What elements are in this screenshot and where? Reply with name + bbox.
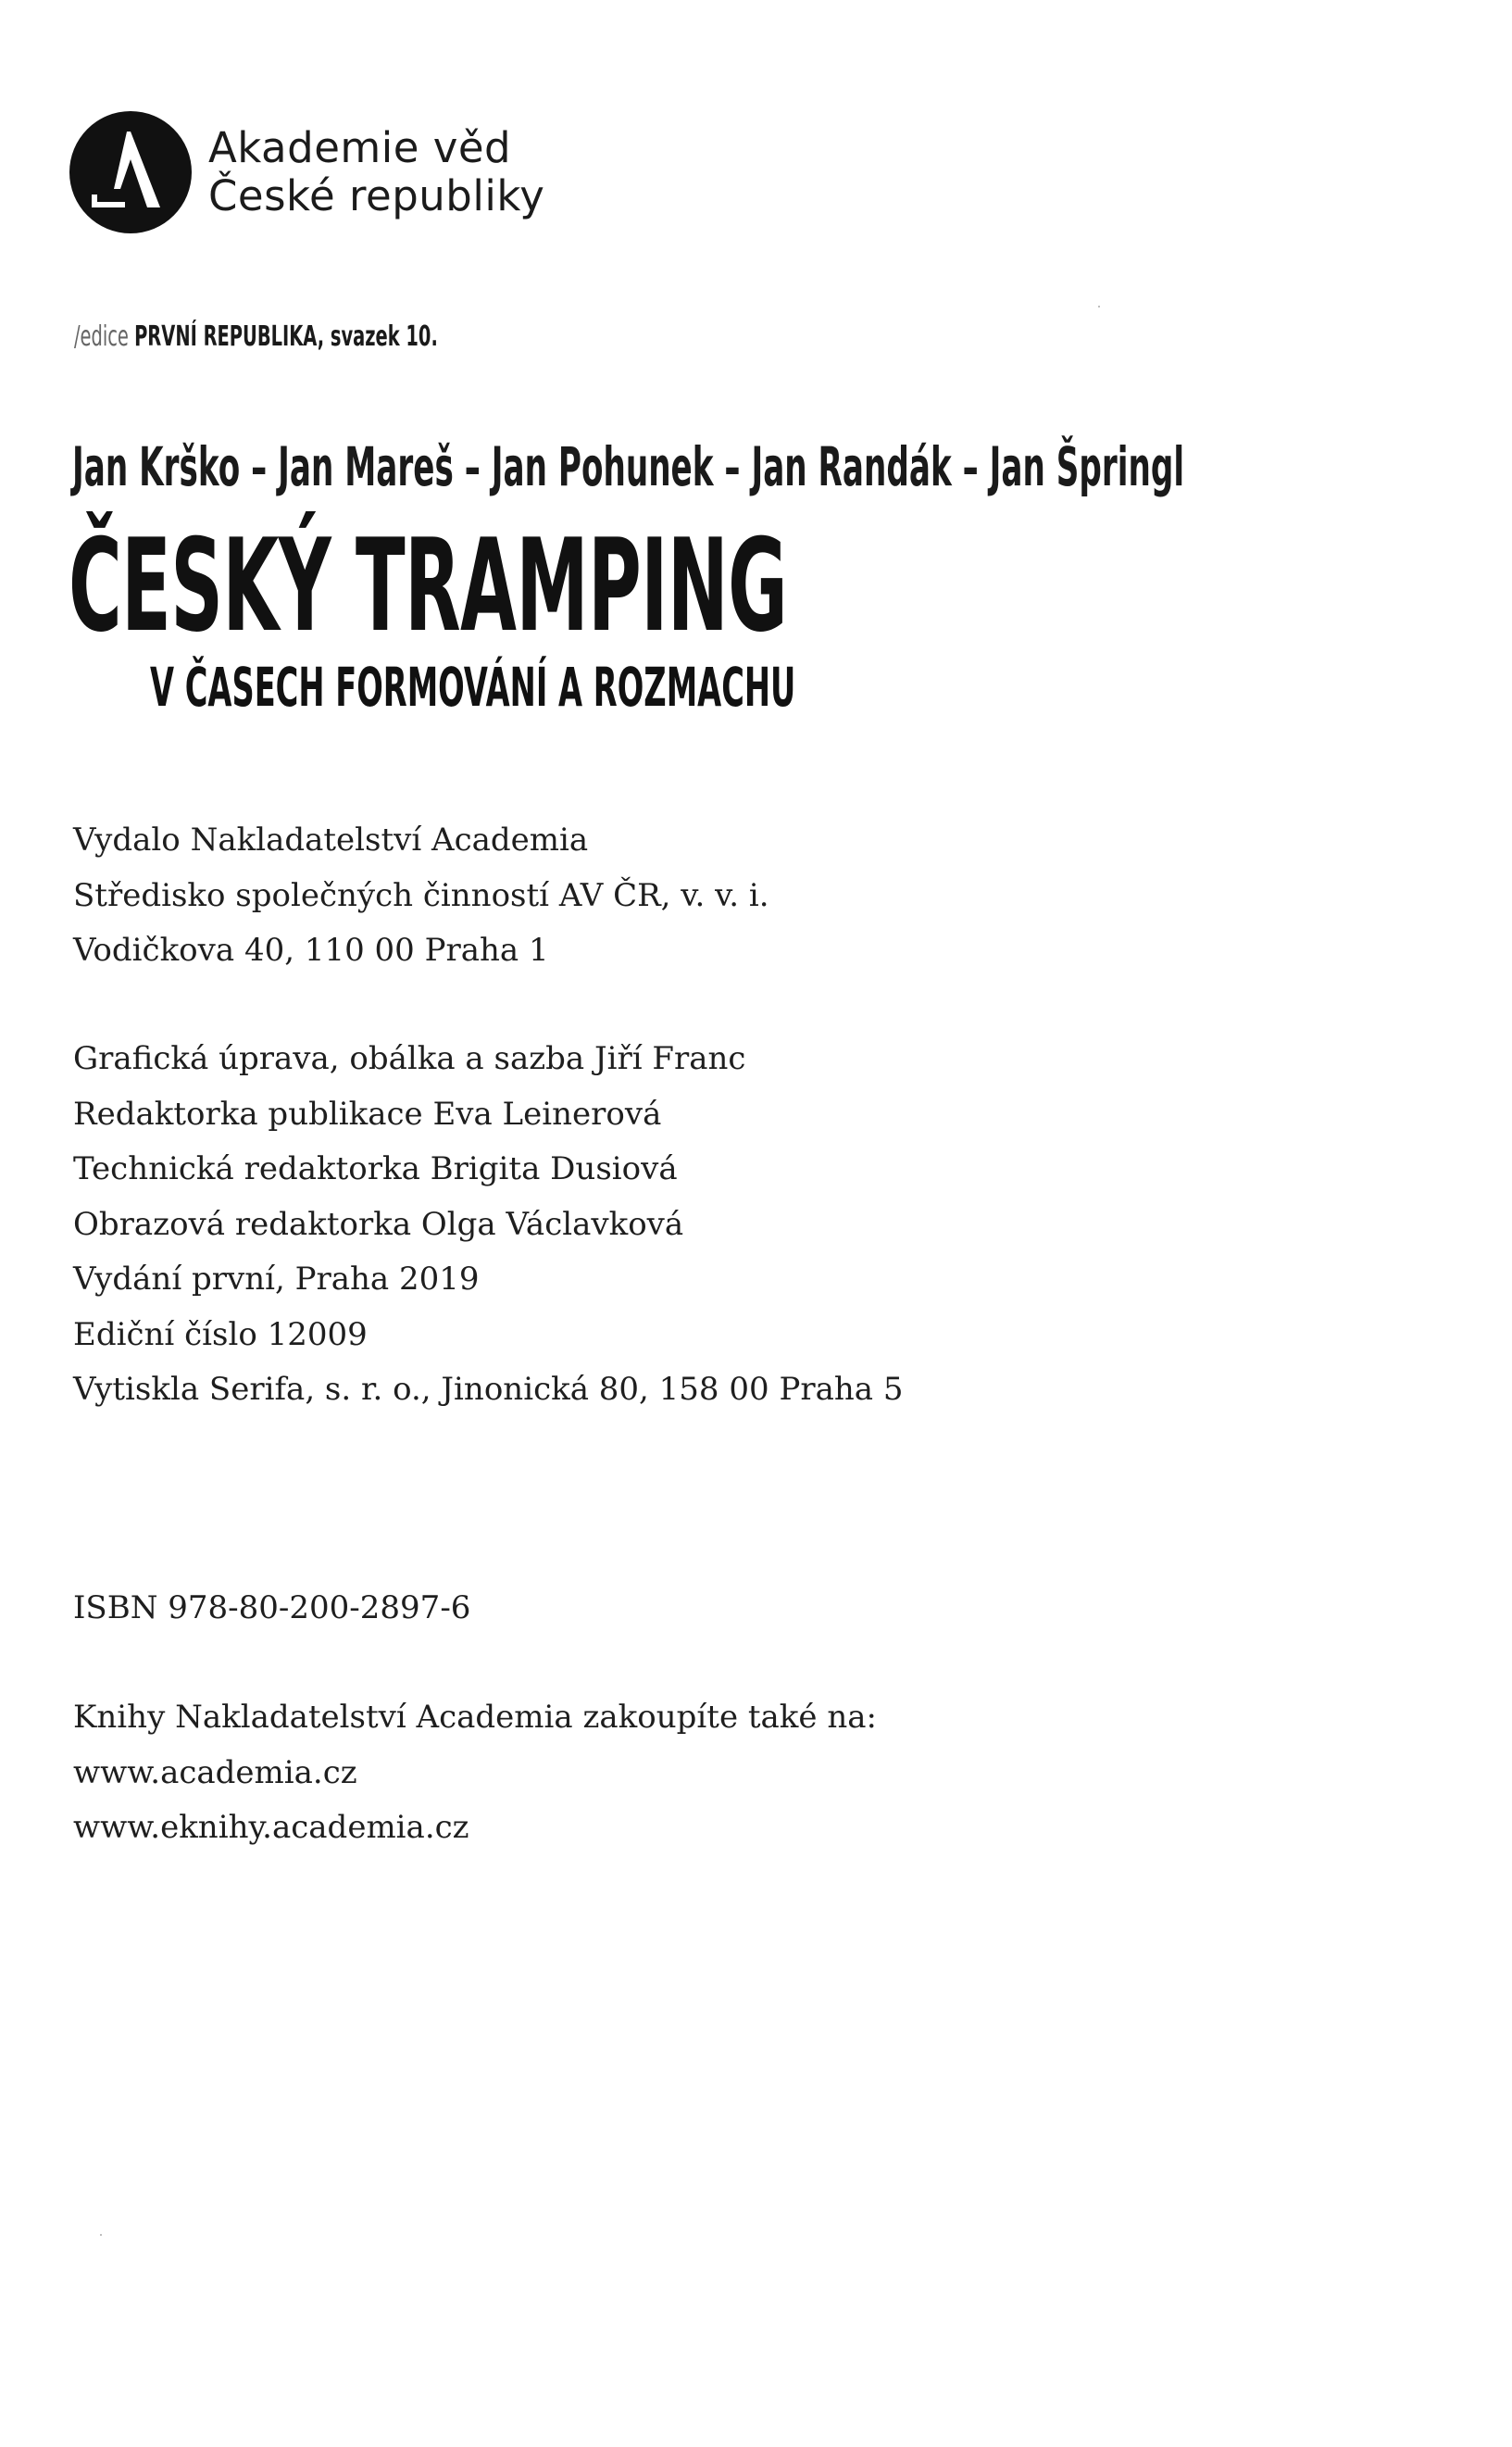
publisher-line: Vydalo Nakladatelství Academia (73, 822, 589, 859)
edition-series: PRVNÍ REPUBLIKA (134, 320, 318, 353)
web-block (73, 1690, 877, 1856)
paper-speck (100, 2234, 102, 2236)
publisher-block (73, 813, 769, 979)
credits-block (73, 1032, 903, 1418)
web-link: www.eknihy.academia.cz (73, 1809, 469, 1846)
credits-line: Ediční číslo 12009 (73, 1315, 368, 1353)
web-intro: Knihy Nakladatelství Academia zakoupíte také na: (73, 1699, 877, 1736)
book-title: ČESKÝ TRAMPING (69, 511, 788, 660)
credits-line: Technická redaktorka Brigita Dusiová (73, 1150, 678, 1187)
academy-logo (69, 111, 544, 233)
credits-line: Grafická úprava, obálka a sazba Jiří Franc (73, 1040, 746, 1077)
academy-name (208, 124, 544, 220)
authors-line: Jan Krško – Jan Mareš – Jan Pohunek – Jan Randák – Jan Špringl (72, 435, 1185, 498)
academy-a-logo-icon (69, 111, 192, 233)
paper-speck (1098, 306, 1100, 307)
edition-prefix: /edice (74, 320, 129, 353)
book-subtitle: V ČASECH FORMOVÁNÍ A ROZMACHU (150, 656, 796, 719)
academy-name-line2: České republiky (208, 171, 545, 220)
credits-line: Vydání první, Praha 2019 (73, 1261, 480, 1298)
publisher-line: Vodičkova 40, 110 00 Praha 1 (73, 932, 549, 969)
publisher-line: Středisko společných činností AV ČR, v. v. i. (73, 876, 769, 914)
edition-volume: , svazek 10. (317, 320, 438, 353)
isbn-line: ISBN 978-80-200-2897-6 (73, 1589, 471, 1626)
edition-line (74, 320, 438, 353)
web-link: www.academia.cz (73, 1753, 357, 1791)
credits-line: Vytiskla Serifa, s. r. o., Jinonická 80, 158 00 Praha 5 (73, 1371, 904, 1408)
credits-line: Obrazová redaktorka Olga Václavková (73, 1205, 684, 1243)
credits-line: Redaktorka publikace Eva Leinerová (73, 1095, 662, 1133)
academy-name-line1: Akademie věd (208, 123, 512, 172)
